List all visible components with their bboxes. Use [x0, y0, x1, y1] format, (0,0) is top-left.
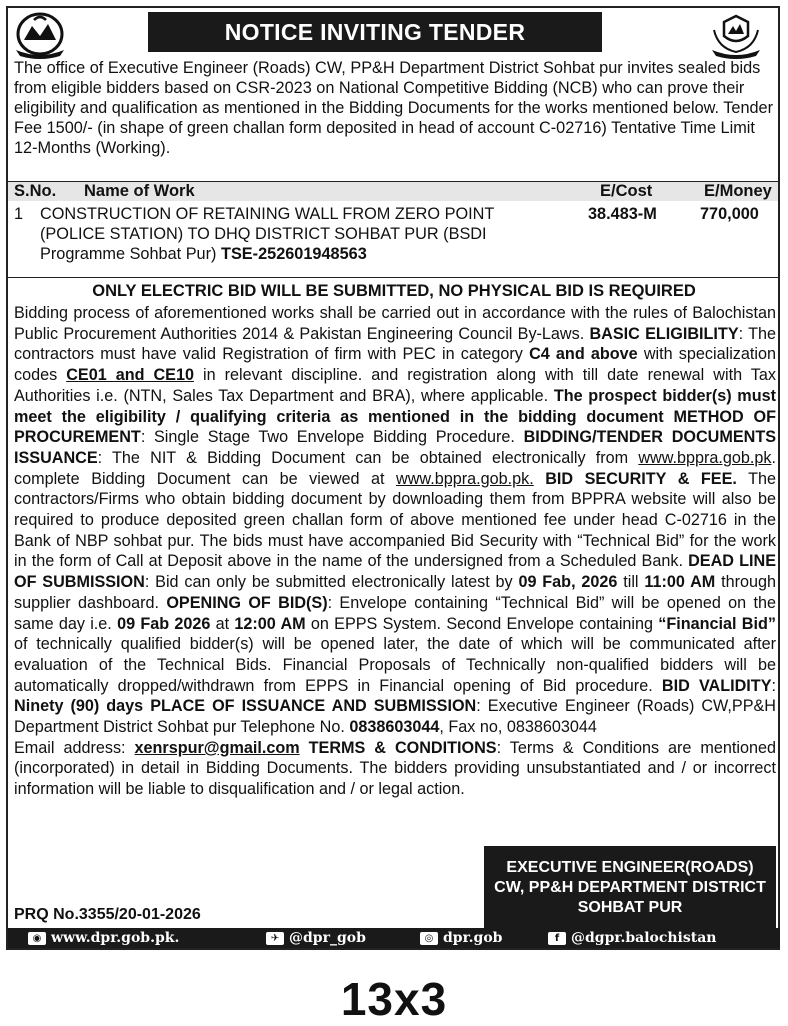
- electronic-bid-notice: ONLY ELECTRIC BID WILL BE SUBMITTED, NO PHYSICAL BID IS REQUIRED: [92, 282, 696, 300]
- row-money: 770,000: [700, 205, 759, 223]
- notice-title: NOTICE INVITING TENDER: [148, 12, 602, 52]
- table-row: [8, 201, 778, 277]
- footer-facebook[interactable]: @dgpr.balochistan: [571, 930, 717, 946]
- col-work: Name of Work: [84, 182, 195, 200]
- bppra-link-1[interactable]: www.bppra.gob.pk: [638, 448, 772, 467]
- footer-bar: [8, 928, 780, 948]
- col-sno: S.No.: [14, 182, 57, 200]
- ad-size-label: 13x3: [340, 973, 448, 1025]
- table-header: [8, 182, 778, 201]
- signature-block: EXECUTIVE ENGINEER(ROADS) CW, PP&H DEPARTMENT DISTRICT SOHBAT PUR: [484, 846, 776, 930]
- works-table: [8, 181, 778, 278]
- col-money: E/Money: [704, 182, 772, 200]
- row-cost: 38.483-M: [588, 205, 657, 223]
- bppra-link-2[interactable]: www.bppra.gob.pk.: [396, 469, 534, 488]
- footer-twitter[interactable]: @dpr_gob: [289, 930, 366, 946]
- tender-body: Bidding process of aforementioned works shall be carried out in accordance with the rules of Balochistan Public Procurement Authorities 2014 & Pakistan Engineering Council By-Laws. BASIC ELIGIBILITY: The contractors must have valid Registration of firm with PEC in category C4 and above with specialization codes CE01 and CE10 in relevant discipline. and registration along with till date renewal with Tax Authorities i.e. (NTN, Sales Tax Department and BRA), where applicable. The prospect bidder(s) must meet the eligibility / qualifying criteria as mentioned in the bidding document METHOD OF PROCUREMENT: Single Stage Two Envelope Bidding Procedure. BIDDING/TENDER DOCUMENTS ISSUANCE: The NIT & Bidding Document can be obtained electronically from www.bppra.gob.pk. complete Bidding Document can be viewed at www.bppra.gob.pk. BID SECURITY & FEE. The contractors/Firms who obtain bidding document by downloading them from BPPRA website will also be required to produce deposited green challan form of above mentioned fee under head C-02716 in the Bank of NBP sohbat pur. The bids must have accompanied Bid Security with “Technical Bid” for the work in the form of Call at Deposit above in the name of the undersigned from a Scheduled Bank. DEAD LINE OF SUBMISSION: Bid can only be submitted electronically latest by 09 Fab, 2026 till 11:00 AM through supplier dashboard. OPENING OF BID(S): Envelope containing “Technical Bid” will be opened on the same day i.e. 09 Fab 2026 at 12:00 AM on EPPS System. Second Envelope containing “Financial Bid” of technically qualified bidder(s) will be opened later, the date of which will be communicated after evaluation of the Technical Bids. Financial Proposals of Technically non-qualified bidders will be automatically dropped/withdrawn from EPPS in Financial opening of Bid procedure. BID VALIDITY: Ninety (90) days PLACE OF ISSUANCE AND SUBMISSION: Executive Engineer (Roads) CW,PP&H Department District Sohbat pur Telephone No. 0838603044, Fax no, 0838603044 Email address: xenrspur@gmail.com TERMS & CONDITIONS: Terms & Conditions are mentioned (incorporated) in detail in Bidding Documents. The bidders providing unsubstantiated and / or incorrect information will be liable to disqualification and / or legal action.: [14, 304, 777, 799]
- footer-website[interactable]: www.dpr.gob.pk.: [51, 930, 180, 946]
- row-sno: 1: [14, 205, 24, 223]
- intro-paragraph: The office of Executive Engineer (Roads) CW, PP&H Department District Sohbat pur invites sealed bids from eligible bidders based on CSR-2023 on National Competitive Bidding (NCB) who can prove their eligibility and qualification as mentioned in the Bidding Documents for the works mentioned below. Tender Fee 1500/- (in shape of green challan form deposited in head of account C-02716) Tentative Time Limit 12-Months (Working).: [14, 59, 774, 157]
- col-cost: E/Cost: [600, 182, 653, 200]
- prq-number: PRQ No.3355/20-01-2026: [14, 906, 201, 923]
- globe-icon: ◉: [28, 932, 46, 945]
- instagram-icon: ◎: [420, 932, 438, 945]
- row-work: CONSTRUCTION OF RETAINING WALL FROM ZERO POINT (POLICE STATION) TO DHQ DISTRICT SOHBAT PUR (BSDI Programme Sohbat Pur) TSE-252601948563: [40, 205, 495, 263]
- footer-instagram[interactable]: dpr.gob: [443, 930, 503, 946]
- twitter-icon: ✈: [266, 932, 284, 945]
- email-link[interactable]: xenrspur@gmail.com: [134, 738, 300, 757]
- government-seal-icon: [706, 10, 766, 60]
- facebook-icon: f: [548, 932, 566, 945]
- tse-number: TSE-252601948563: [221, 245, 367, 263]
- specialization-codes: CE01 and CE10: [66, 366, 194, 385]
- balochistan-emblem-icon: [10, 10, 70, 60]
